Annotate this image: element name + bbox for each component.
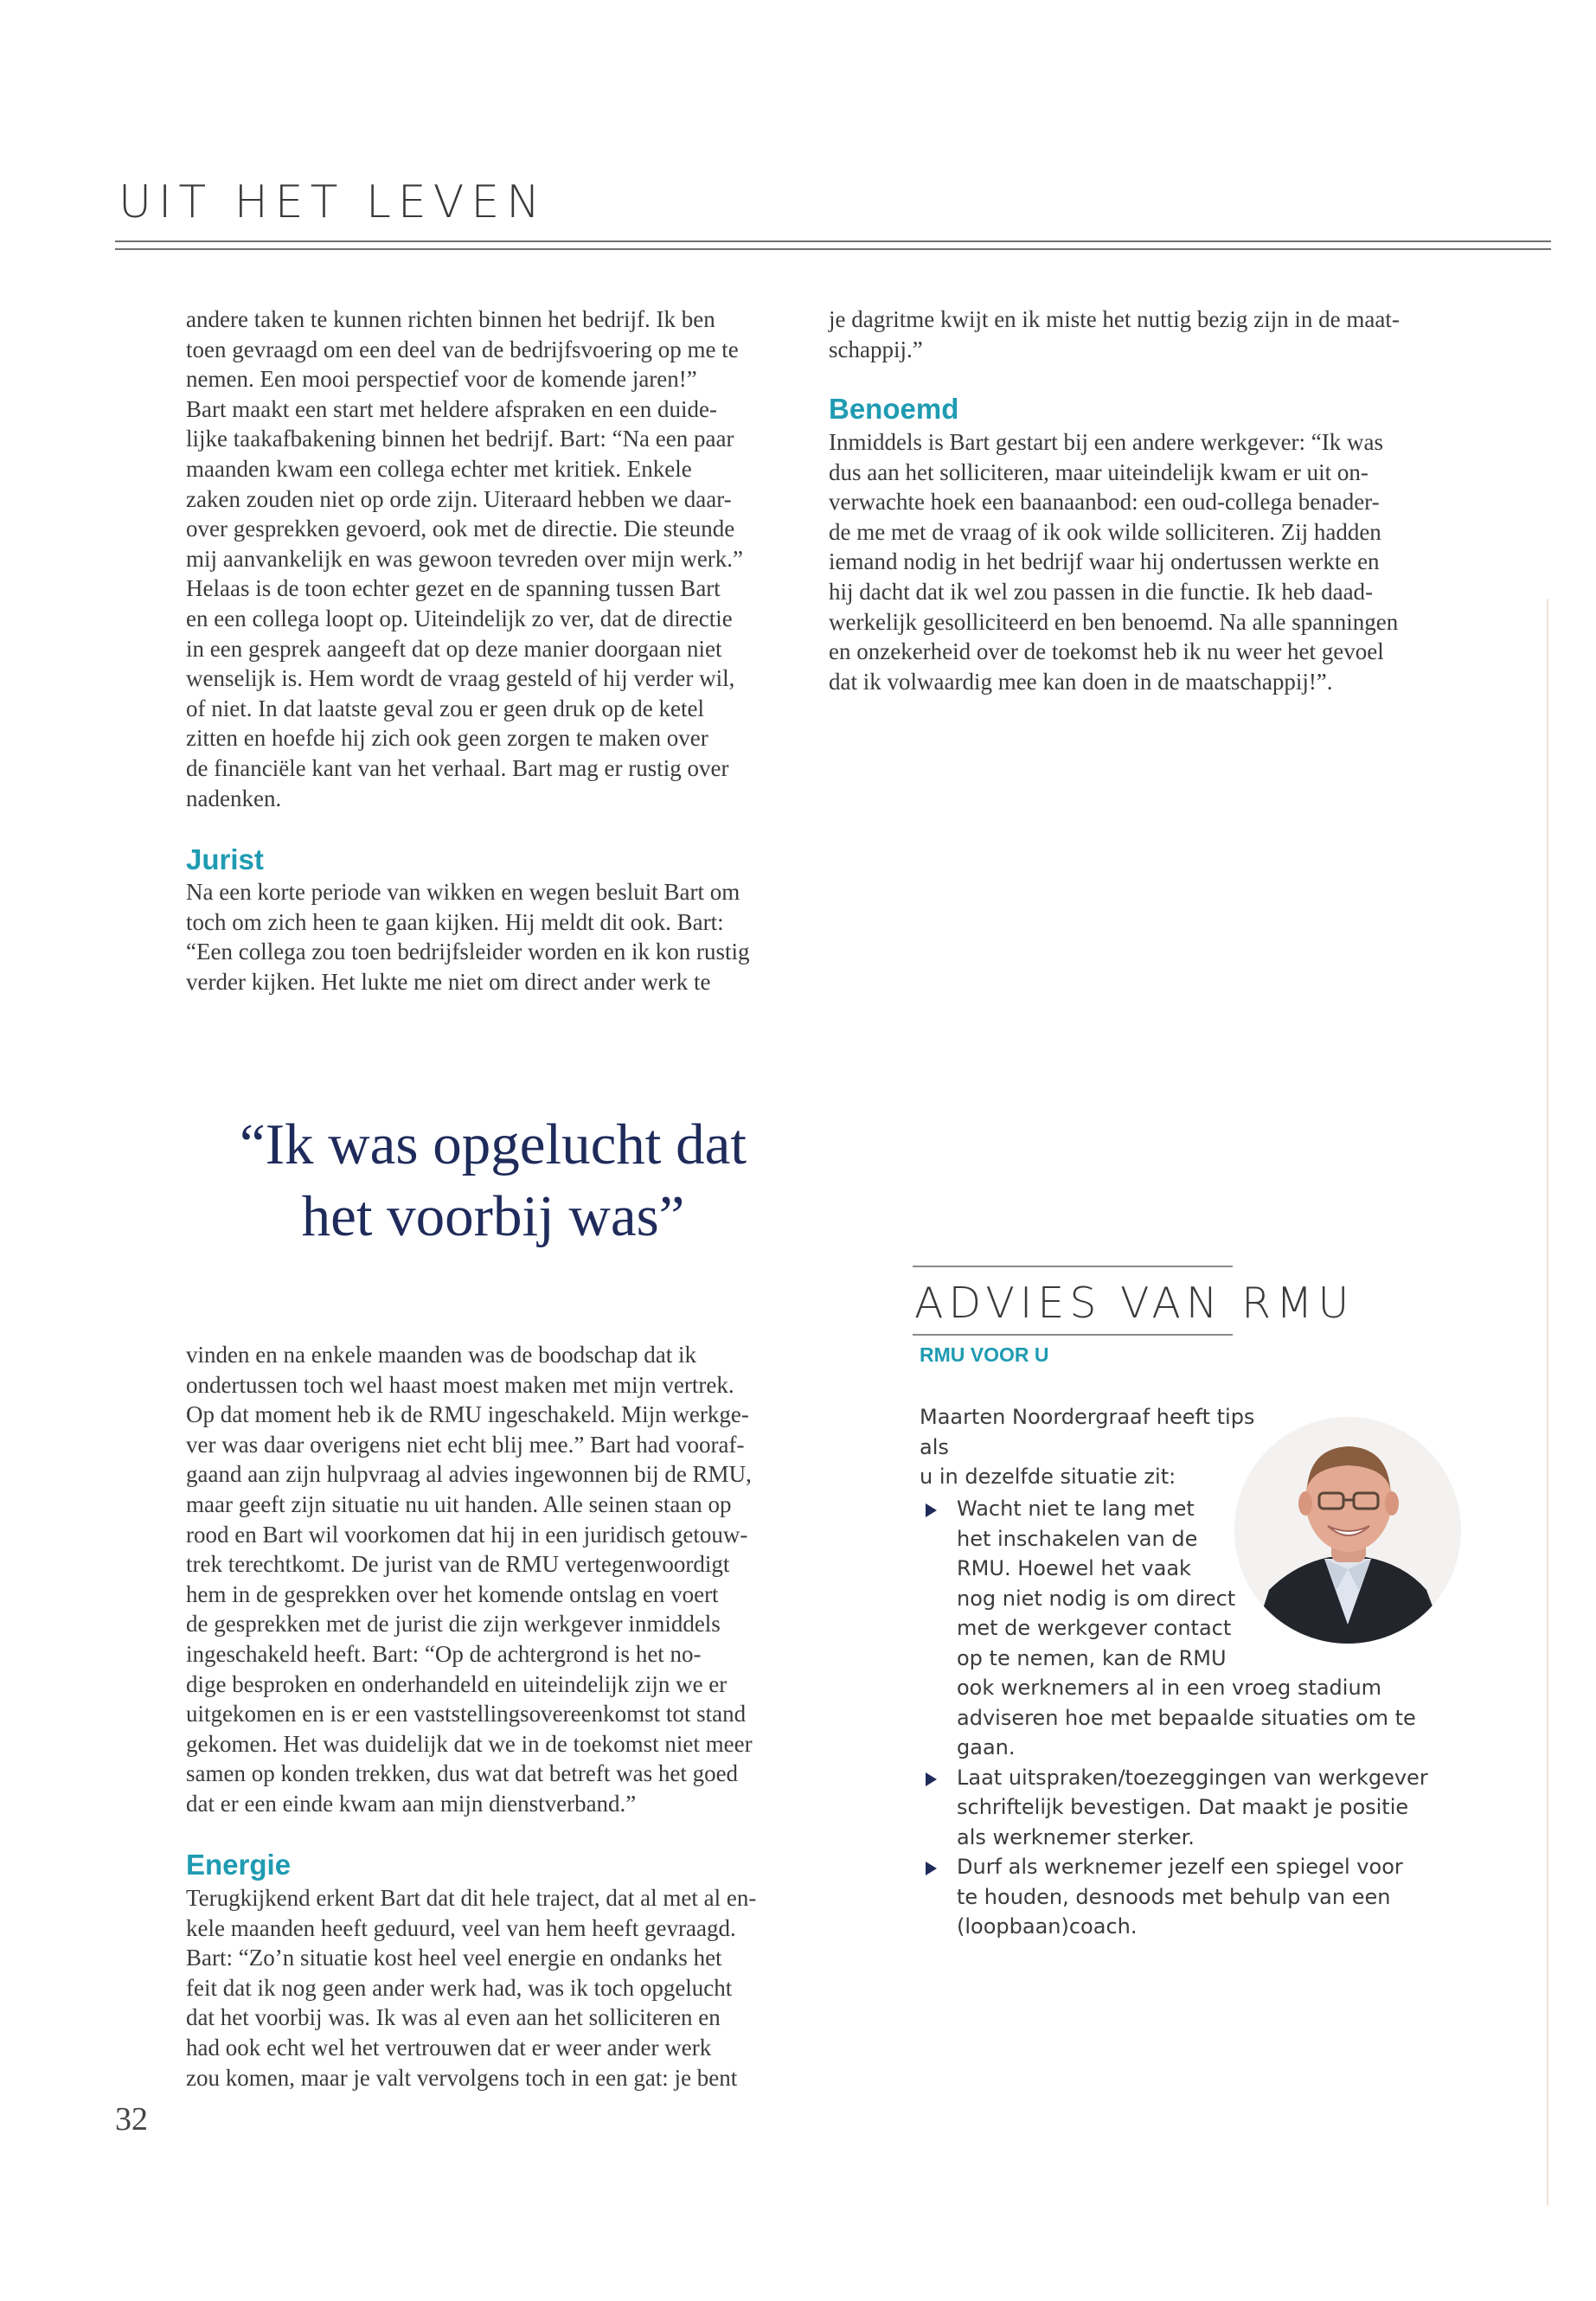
portrait-illustration <box>1234 1417 1461 1644</box>
bullet-arrow-icon <box>926 1862 937 1875</box>
article-paragraph-1: andere taken te kunnen richten binnen het bedrijf. Ik ben toen gevraagd om een deel van de bedrijfsvoering op me te nemen. Een mooi perspectief voor de komende jaren!” Bart maakt een start met heldere afspraken en een duide- lijke taakafbakening binnen het bedrijf. Bart: “Na een paar maanden kwam een collega echter met kritiek. Enkele zaken zouden niet op orde zijn. Uiteraard hebben we daar- over gesprekken gevoerd, ook met de directie. Die steunde mij aanvankelijk en was gewoon tevreden over mijn werk.” Helaas is de toon echter gezet en de spanning tussen Bart en een collega loopt op. Uiteindelijk zo ver, dat de directie in een gesprek aangeeft dat op deze manier doorgaan niet wenselijk is. Hem wordt de vraag gesteld of hij verder wil, of niet. In dat laatste geval zou er geen druk op de ketel zitten en hoefde hij zich ook geen zorgen te maken over de financiële kant van het verhaal. Bart mag er rustig over nadenken. <box>186 306 744 811</box>
advice-subtitle: RMU VOOR U <box>920 1343 1049 1366</box>
advisor-portrait <box>1234 1417 1461 1644</box>
tip-text: Wacht niet te lang met het inschakelen van de RMU. Hoewel het vaak nog niet nodig is om direct met de werkgever contact op te nemen, kan de RMU ook werknemers al in een vroeg stadium adviseren hoe met bepaalde situaties om te gaan. <box>957 1497 1416 1759</box>
pull-quote: “Ik was opgelucht dat het voorbij was” <box>239 1112 747 1248</box>
article-paragraph-right-2: Inmiddels is Bart gestart bij een andere werkgever: “Ik was dus aan het solliciteren, maar uiteindelijk kwam er uit on- verwachte hoek een baanaanbod: een oud-collega benader- de me met de vraag of ik ook wilde solliciteren. Zij hadden iemand nodig in het bedrijf waar hij ondertussen werkte en hij dacht dat ik wel zou passen in die functie. Ik heb daad- werkelijk gesolliciteerd en ben benoemd. Na alle spanningen en onzekerheid over de toekomst heb ik nu weer het gevoel dat ik volwaardig mee kan doen in de maatschappij!”. <box>829 429 1399 695</box>
bullet-arrow-icon <box>926 1503 937 1517</box>
subhead-energie: Energie <box>186 1849 292 1881</box>
tip-text: Durf als werknemer jezelf een spiegel voor te houden, desnoods met behulp van een (loopbaan)coach. <box>957 1855 1403 1939</box>
article-paragraph-right-1: je dagritme kwijt en ik miste het nuttig bezig zijn in de maat- schappij.” <box>829 306 1400 362</box>
page-number: 32 <box>115 2101 148 2138</box>
tip-text: Laat uitspraken/toezeggingen van werkgever schriftelijk bevestigen. Dat maakt je positie als werknemer sterker. <box>957 1765 1428 1849</box>
article-paragraph-2: Na een korte periode van wikken en wegen besluit Bart om toch om zich heen te gaan kijken. Hij meldt dit ook. Bart: “Een collega zou toen bedrijfsleider worden en ik kon rustig verder kijken. Het lukte me niet om direct ander werk te <box>186 879 750 995</box>
subhead-jurist: Jurist <box>186 843 264 875</box>
article-paragraph-4: Terugkijkend erkent Bart dat dit hele traject, dat al met al en- kele maanden heeft geduurd, veel van hem heeft gevraagd. Bart: “Zo’n situatie kost heel veel energie en ondanks het feit dat ik nog geen ander werk had, was ik toch opgelucht dat het voorbij was. Ik was al even aan het solliciteren en had ook echt wel het vertrouwen dat er weer ander werk zou komen, maar je valt vervolgens toch in een gat: je bent <box>186 1885 757 2091</box>
advice-title: ADVIES VAN RMU <box>914 1279 1355 1328</box>
header-rule-top <box>115 240 1551 242</box>
advice-rule-top <box>913 1266 1233 1267</box>
margin-rule <box>1547 599 1548 2206</box>
subhead-benoemd: Benoemd <box>829 393 959 425</box>
tip-item <box>924 1763 1428 1853</box>
tip-item <box>924 1852 1428 1942</box>
advice-intro: Maarten Noordergraaf heeft tips als u in dezelfde situatie zit: <box>920 1405 1255 1489</box>
section-title: UIT HET LEVEN <box>119 176 548 228</box>
article-paragraph-3: vinden en na enkele maanden was de boodschap dat ik ondertussen toch wel haast moest maken met mijn vertrek. Op dat moment heb ik de RMU ingeschakeld. Mijn werkge- ver was daar overigens niet echt blij mee.” Bart had vooraf- gaand aan zijn hulpvraag al advies ingewonnen bij de RMU, maar geeft zijn situatie nu uit handen. Alle seinen staan op rood en Bart wil voorkomen dat hij in een juridisch getouw- trek terechtkomt. De jurist van de RMU vertegenwoordigt hem in de gesprekken over het komende ontslag en voert de gesprekken met de jurist die zijn werkgever inmiddels ingeschakeld heeft. Bart: “Op de achtergrond is het no- dige besproken en onderhandeld en uiteindelijk zijn we er uitgekomen en is er een vaststellingsovereenkomst tot stand gekomen. Het was duidelijk dat we in de toekomst niet meer samen op konden trekken, dus wat dat betreft was het goed dat er een einde kwam aan mijn dienstverband.” <box>186 1342 753 1817</box>
header-rule-bottom <box>115 248 1551 250</box>
bullet-arrow-icon <box>926 1772 937 1786</box>
advice-rule-bottom <box>913 1334 1233 1336</box>
